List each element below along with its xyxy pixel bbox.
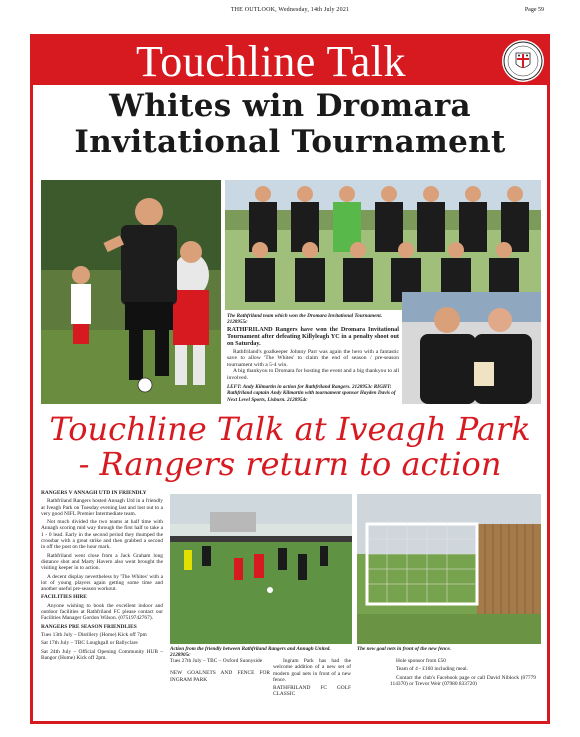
col1-para3: Rathfriland went close from a Jack Graham long distance shot and Marty Havern also went brought the visiting keeper in to action.	[41, 552, 163, 572]
golf-classic-heading: RATHFRILAND FC GOLF CLASSIC	[273, 685, 351, 698]
col1-para2: Not much divided the two teams at half time with Annagh scoring mid way through the first half to take a 1 - 0 lead. Early in the second period they thumped the crossbar with a great strike and then grabbed a second in off the post on the hour mark.	[41, 519, 163, 551]
col2-fixture4: Tues 27th July – TBC – Oxford Sunnyside	[170, 658, 263, 664]
captain-sponsor-photo	[402, 292, 541, 404]
match-photo-caption: Action from the friendly between Rathfriland Rangers and Annagh United. 2128905c	[170, 646, 331, 659]
main-headline	[38, 88, 542, 160]
col1-para4: A decent display nevertheless by 'The Whites' with a lot of young players again getting some time and another useful pre-season workout.	[41, 573, 163, 593]
team-photo-caption: The Rathfriland team which won the Dromara Invitational Tournament. 2128955c	[227, 313, 383, 326]
lead-story-lead: RATHFRILAND Rangers have won the Dromara Invitational Tournament after defeating Killyleagh YC in a penalty shoot out on Saturday.	[227, 326, 399, 348]
nets-photo-caption: The new goal nets in front of the new fence.	[357, 646, 451, 652]
lead-story	[227, 326, 399, 382]
match-action-photo	[170, 494, 352, 644]
running-head	[0, 6, 580, 18]
col1-fixture3: Sat 24th July – Official Opening Community HUB – Bangor (Home) Kick off 2pm.	[41, 648, 163, 661]
col1-fixture2: Sat 17th July – TBC Loughgall or Ballyclare	[41, 640, 138, 647]
secondary-headline	[38, 412, 542, 482]
friendlies-heading: RANGERS PRE SEASON FRIENDLIES	[41, 623, 137, 630]
col1-para5: Anyone wishing to book the excellent indoor and outdoor facilities at Rathfriland FC please contact our Facilities Manager Gordon Wilson. (07519742767).	[41, 602, 163, 622]
col4-para3: Contact the club's Facebook page or call David Niblock (07779 114370) or Trevor Weir (07980 833720)	[390, 674, 536, 687]
goal-nets-photo	[357, 494, 541, 644]
col1-fixture1: Tues 13th July – Distillery (Home) Kick off 7pm	[41, 631, 147, 638]
article-column-1	[41, 490, 163, 663]
main-headline-line2: Invitational Tournament	[74, 124, 506, 160]
col1-para1: Rathfriland Rangers hosted Annagh Utd in a friendly at Iveagh Park on Tuesday evening last and lost out to a very good NIFL Premier Intermediate team.	[41, 498, 163, 517]
player-action-photo	[41, 180, 221, 404]
issue-date: THE OUTLOOK, Wednesday, 14th July 2021	[230, 7, 350, 13]
facilities-heading: FACILITIES HIRE	[41, 594, 87, 601]
col4-para1: Hole sponsor from £50	[396, 658, 446, 664]
page-number: Page 59	[524, 7, 544, 13]
club-crest-icon	[502, 40, 544, 82]
action-photo-caption: LEFT: Andy Kilmartin in action for Rathfriland Rangers. 2128953c RIGHT: Rathfriland captain Andy Kilmartin with tournament sponsor Hayden Davis of Next Level Sports, Lisburn. 2128954c	[227, 384, 396, 403]
secondary-headline-line1: Touchline Talk at Iveagh Park	[49, 410, 531, 448]
article-column-3	[273, 658, 351, 700]
lead-story-para2: A big thankyou to Dromara for hosting the event and a big thankyou to all involved.	[227, 368, 399, 381]
secondary-headline-line2: - Rangers return to action	[78, 445, 502, 483]
goalnets-heading: NEW GOALNETS AND FENCE FOR INGRAM PARK	[170, 670, 270, 683]
main-headline-line1: Whites win Dromara	[109, 88, 471, 124]
article-column-4	[390, 658, 536, 689]
masthead-title: Touchline Talk	[135, 37, 407, 86]
col4-para2: Team of 4 - £160 including meal.	[396, 666, 468, 673]
col3-para1: Ingram Park has had the welcome addition of a new set of modern goal nets in front of a new fence.	[273, 658, 351, 683]
team-photo	[225, 180, 541, 310]
article-column-2	[170, 658, 270, 685]
lead-story-para1: Rathfriland's goalkeeper Johnny Parr was again the hero with a fantastic save to allow 'The Whites' to claim the end of season / pre-season tournament with a 5-4 win.	[227, 348, 399, 368]
friendly-heading: RANGERS V ANNAGH UTD IN FRIENDLY	[41, 490, 147, 496]
